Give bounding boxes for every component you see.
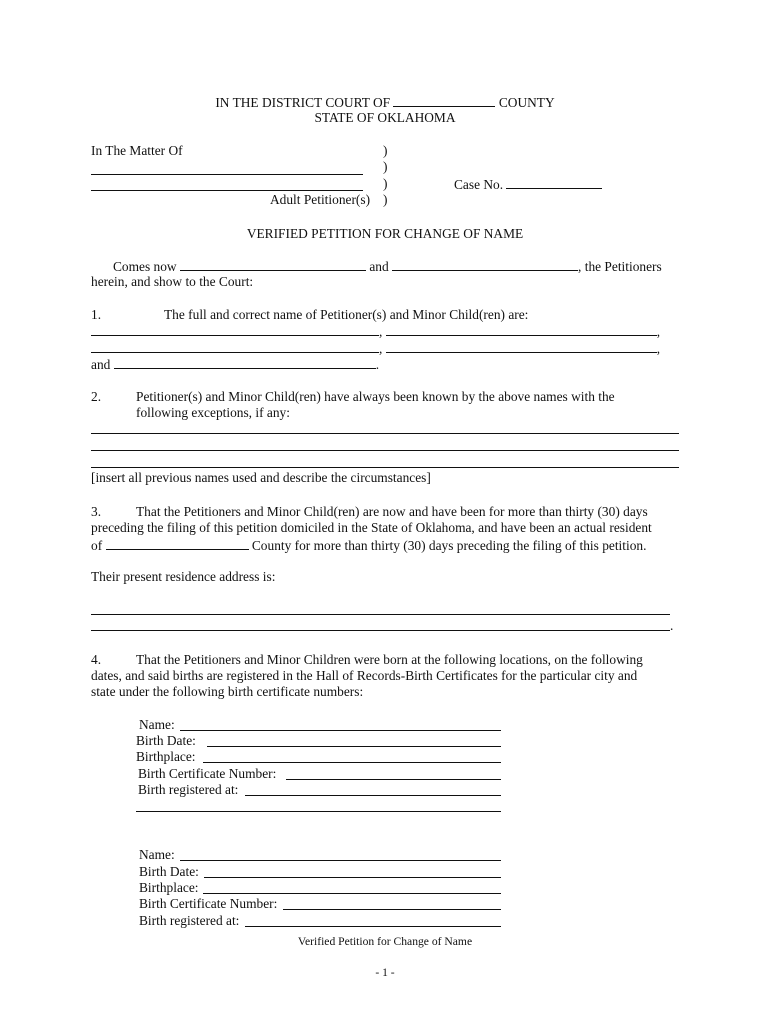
case-number: [454, 176, 602, 194]
child-2-name-input[interactable]: [180, 860, 501, 861]
child-1-cert-input[interactable]: [286, 779, 501, 780]
case-no-blank[interactable]: [506, 176, 602, 189]
state-heading: STATE OF OKLAHOMA: [314, 110, 456, 125]
name-row-3: [91, 356, 379, 374]
comma: ,: [379, 341, 383, 356]
case-no-label: Case No.: [454, 177, 504, 192]
page-number: - 1 -: [375, 966, 395, 979]
section-2-number: 2.: [91, 389, 102, 404]
child-2-birthplace-label: Birthplace:: [139, 880, 199, 895]
child-1-registered-input[interactable]: [245, 795, 501, 796]
section-3-line-2: preceding the filing of this petition domiciled in the State of Oklahoma, and have been an actual resident: [91, 520, 652, 535]
section-4-line-2: dates, and said births are registered in the Hall of Records-Birth Certificates for the particular city and: [91, 668, 638, 683]
caption-paren-3: ): [383, 176, 388, 191]
child-1-registered-input-2[interactable]: [136, 811, 501, 812]
caption-paren-1: ): [383, 143, 388, 158]
section-2-line-2: following exceptions, if any:: [136, 405, 290, 420]
county-resident-blank[interactable]: [106, 537, 249, 550]
child-2-birthplace-input[interactable]: [203, 893, 501, 894]
full-name-blank-2[interactable]: [386, 323, 657, 336]
petitioner-1-blank[interactable]: [180, 258, 366, 271]
name-row-2: [91, 340, 660, 358]
of-label: of: [91, 538, 103, 553]
full-name-blank-3[interactable]: [91, 340, 379, 353]
child-2-birth-date-label: Birth Date:: [139, 864, 199, 879]
section-3-line-1: That the Petitioners and Minor Child(ren) are now and have been for more than thirty (30) days: [136, 504, 648, 519]
full-name-blank-5[interactable]: [114, 356, 376, 369]
child-1-registered-label: Birth registered at:: [138, 782, 239, 797]
child-1-name-label: Name:: [139, 717, 175, 732]
county-label: COUNTY: [498, 95, 555, 110]
section-1-text: The full and correct name of Petitioner(s) and Minor Child(ren) are:: [164, 307, 529, 322]
section-4-line-1: That the Petitioners and Minor Children were born at the following locations, on the following: [136, 652, 643, 667]
child-1-birth-date-label: Birth Date:: [136, 733, 196, 748]
footer-title: Verified Petition for Change of Name: [297, 935, 473, 948]
caption-paren-2: ): [383, 159, 388, 174]
comes-now-label: Comes now: [113, 259, 177, 274]
section-1-number: 1.: [91, 307, 102, 322]
intro-line-1: [113, 258, 662, 276]
petitioner-name-line-1[interactable]: [91, 174, 363, 175]
document-title: VERIFIED PETITION FOR CHANGE OF NAME: [246, 226, 524, 241]
exceptions-line-1[interactable]: [91, 433, 679, 434]
child-2-registered-label: Birth registered at:: [139, 913, 240, 928]
section-3-line-3-rest: County for more than thirty (30) days preceding the filing of this petition.: [251, 538, 647, 553]
exceptions-note: [insert all previous names used and describe the circumstances]: [91, 470, 431, 485]
child-1-name-input[interactable]: [180, 730, 501, 731]
address-line-1[interactable]: [91, 614, 670, 615]
section-2-line-1: Petitioner(s) and Minor Child(ren) have always been known by the above names with the: [136, 389, 615, 404]
court-prefix: IN THE DISTRICT COURT OF: [215, 95, 391, 110]
comma: ,: [379, 324, 383, 339]
child-1-cert-label: Birth Certificate Number:: [138, 766, 277, 781]
petitioner-name-line-2[interactable]: [91, 190, 363, 191]
section-3-line-3: [91, 537, 646, 555]
section-4-number: 4.: [91, 652, 102, 667]
child-1-birth-date-input[interactable]: [207, 746, 501, 747]
full-name-blank-4[interactable]: [386, 340, 657, 353]
section-3-number: 3.: [91, 504, 102, 519]
intro-line-2: herein, and show to the Court:: [91, 274, 254, 289]
address-period: .: [670, 618, 674, 633]
petitioner-2-blank[interactable]: [392, 258, 578, 271]
child-2-birth-date-input[interactable]: [204, 877, 501, 878]
period: .: [375, 357, 380, 372]
intro-and: and: [369, 259, 389, 274]
name-row-1: [91, 323, 660, 341]
address-label: Their present residence address is:: [91, 569, 276, 584]
comma: ,: [656, 341, 661, 356]
adult-petitioner-label: Adult Petitioner(s): [270, 192, 371, 207]
full-name-blank-1[interactable]: [91, 323, 379, 336]
exceptions-line-2[interactable]: [91, 450, 679, 451]
child-2-name-label: Name:: [139, 847, 175, 862]
child-2-cert-label: Birth Certificate Number:: [139, 896, 278, 911]
child-1-birthplace-label: Birthplace:: [136, 749, 196, 764]
court-header: [0, 94, 770, 112]
and-label: and: [91, 357, 111, 372]
child-2-cert-input[interactable]: [283, 909, 501, 910]
comma: ,: [656, 324, 661, 339]
child-2-registered-input[interactable]: [245, 926, 501, 927]
address-line-2[interactable]: [91, 630, 670, 631]
the-petitioners-label: , the Petitioners: [578, 259, 662, 274]
exceptions-line-3[interactable]: [91, 467, 679, 468]
county-blank[interactable]: [393, 94, 495, 107]
section-4-line-3: state under the following birth certificate numbers:: [91, 684, 364, 699]
child-1-birthplace-input[interactable]: [203, 762, 501, 763]
matter-of-label: In The Matter Of: [91, 143, 183, 158]
caption-paren-4: ): [383, 192, 388, 207]
